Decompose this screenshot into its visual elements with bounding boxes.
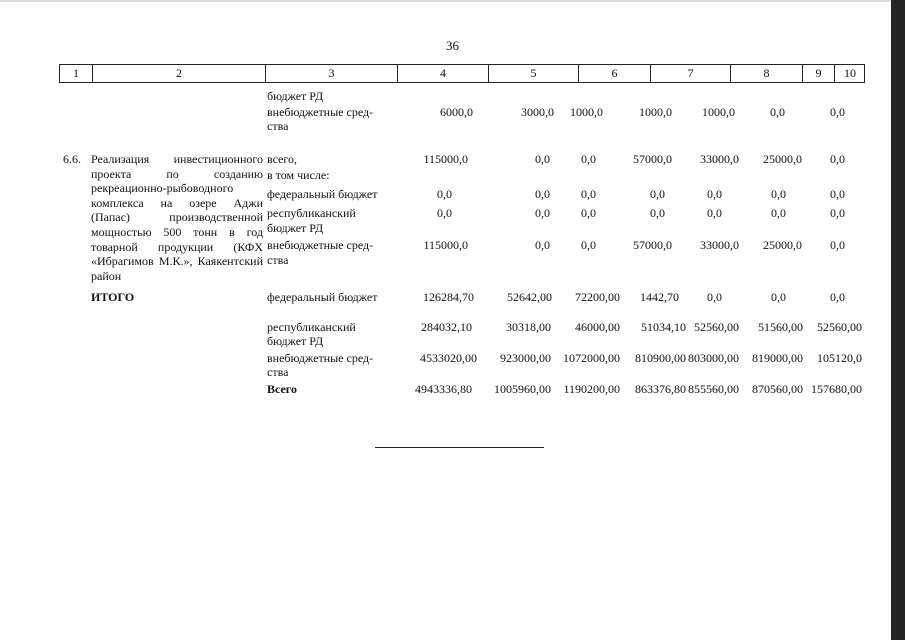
value-cell: 0,0	[581, 206, 596, 220]
value-cell: 0,0	[535, 238, 550, 252]
page-number: 36	[446, 38, 459, 53]
total-row-label-2: бюджет РД	[267, 334, 324, 348]
value-cell: 0,0	[830, 152, 845, 166]
value-cell: 0,0	[830, 238, 845, 252]
value-cell: 0,0	[830, 105, 845, 119]
value-cell: 25000,0	[763, 238, 802, 252]
value-cell: 3000,0	[521, 105, 554, 119]
value-cell: 52642,00	[507, 290, 552, 304]
value-cell: 819000,00	[752, 351, 803, 365]
cont-row-label: внебюджетные сред-	[267, 105, 374, 119]
total-row-label: федеральный бюджет	[267, 290, 378, 304]
value-cell: 52560,00	[694, 320, 739, 334]
header-bottom-rule	[59, 82, 865, 83]
value-cell: 0,0	[581, 187, 596, 201]
value-cell: 0,0	[771, 187, 786, 201]
header-col-4: 4	[397, 64, 488, 82]
value-cell: 0,0	[535, 187, 550, 201]
item-row-label: федеральный бюджет	[267, 187, 378, 201]
value-cell: 57000,0	[633, 238, 672, 252]
total-row-label: внебюджетные сред-	[267, 351, 374, 365]
value-cell: 0,0	[770, 105, 785, 119]
item-description: Реализация инвестиционного проекта по созданию рекреационно-рыбоводного комплекса на озере Аджи (Папас) производственной мощностью 500 тонн в год товарной продукции (КФХ «Ибрагимов М.К.», Каякентский район	[91, 152, 263, 283]
header-col-9: 9	[802, 64, 834, 82]
item-row-label: внебюджетные сред-	[267, 238, 374, 252]
cont-row-label-2: ства	[267, 119, 289, 133]
closing-rule	[375, 447, 544, 448]
value-cell: 115000,0	[423, 238, 468, 252]
value-cell: 1442,70	[640, 290, 679, 304]
value-cell: 30318,00	[506, 320, 551, 334]
value-cell: 0,0	[581, 152, 596, 166]
value-cell: 863376,80	[635, 382, 686, 396]
value-cell: 105120,0	[817, 351, 862, 365]
item-row-label-2: ства	[267, 253, 289, 267]
value-cell: 51560,00	[758, 320, 803, 334]
value-cell: 4943336,80	[415, 382, 472, 396]
value-cell: 0,0	[650, 206, 665, 220]
total-row-label: республиканский	[267, 320, 356, 334]
value-cell: 0,0	[535, 206, 550, 220]
total-label: ИТОГО	[91, 290, 135, 304]
value-cell: 0,0	[581, 238, 596, 252]
value-cell: 0,0	[437, 206, 452, 220]
item-row-label: всего,	[267, 152, 298, 166]
header-col-2: 2	[92, 64, 265, 82]
value-cell: 1005960,00	[494, 382, 551, 396]
value-cell: 72200,00	[575, 290, 620, 304]
value-cell: 803000,00	[688, 351, 739, 365]
total-row-label: Всего	[267, 382, 297, 396]
value-cell: 284032,10	[421, 320, 472, 334]
value-cell: 33000,0	[700, 238, 739, 252]
value-cell: 810900,00	[635, 351, 686, 365]
value-cell: 0,0	[771, 290, 786, 304]
value-cell: 1072000,00	[563, 351, 620, 365]
value-cell: 157680,00	[811, 382, 862, 396]
value-cell: 57000,0	[633, 152, 672, 166]
value-cell: 0,0	[535, 152, 550, 166]
header-col-6: 6	[578, 64, 650, 82]
header-right-border	[864, 64, 865, 83]
value-cell: 33000,0	[700, 152, 739, 166]
value-cell: 0,0	[830, 206, 845, 220]
item-number: 6.6.	[63, 152, 81, 166]
value-cell: 52560,00	[817, 320, 862, 334]
header-col-7: 7	[650, 64, 730, 82]
header-col-3: 3	[265, 64, 397, 82]
value-cell: 0,0	[707, 290, 722, 304]
item-row-label-2: бюджет РД	[267, 221, 324, 235]
value-cell: 51034,10	[641, 320, 686, 334]
value-cell: 0,0	[650, 187, 665, 201]
value-cell: 0,0	[707, 187, 722, 201]
value-cell: 126284,70	[423, 290, 474, 304]
value-cell: 0,0	[771, 206, 786, 220]
header-col-8: 8	[730, 64, 802, 82]
value-cell: 923000,00	[500, 351, 551, 365]
value-cell: 46000,00	[575, 320, 620, 334]
value-cell: 0,0	[830, 290, 845, 304]
table-header	[59, 64, 865, 82]
value-cell: 1000,0	[702, 105, 735, 119]
cont-label: бюджет РД	[267, 89, 324, 103]
value-cell: 4533020,00	[420, 351, 477, 365]
header-col-1: 1	[59, 64, 92, 82]
value-cell: 1190200,00	[563, 382, 620, 396]
item-row-label: республиканский	[267, 206, 356, 220]
value-cell: 855560,00	[688, 382, 739, 396]
value-cell: 1000,0	[639, 105, 672, 119]
value-cell: 25000,0	[763, 152, 802, 166]
scan-top-edge	[0, 0, 905, 2]
value-cell: 0,0	[437, 187, 452, 201]
value-cell: 0,0	[707, 206, 722, 220]
scan-right-edge	[891, 0, 905, 640]
value-cell: 0,0	[830, 187, 845, 201]
total-row-label-2: ства	[267, 365, 289, 379]
header-col-5: 5	[488, 64, 578, 82]
value-cell: 6000,0	[440, 105, 473, 119]
value-cell: 115000,0	[423, 152, 468, 166]
header-col-10: 10	[834, 64, 865, 82]
value-cell: 870560,00	[752, 382, 803, 396]
item-row-label-2: в том числе:	[267, 168, 330, 182]
value-cell: 1000,0	[570, 105, 603, 119]
